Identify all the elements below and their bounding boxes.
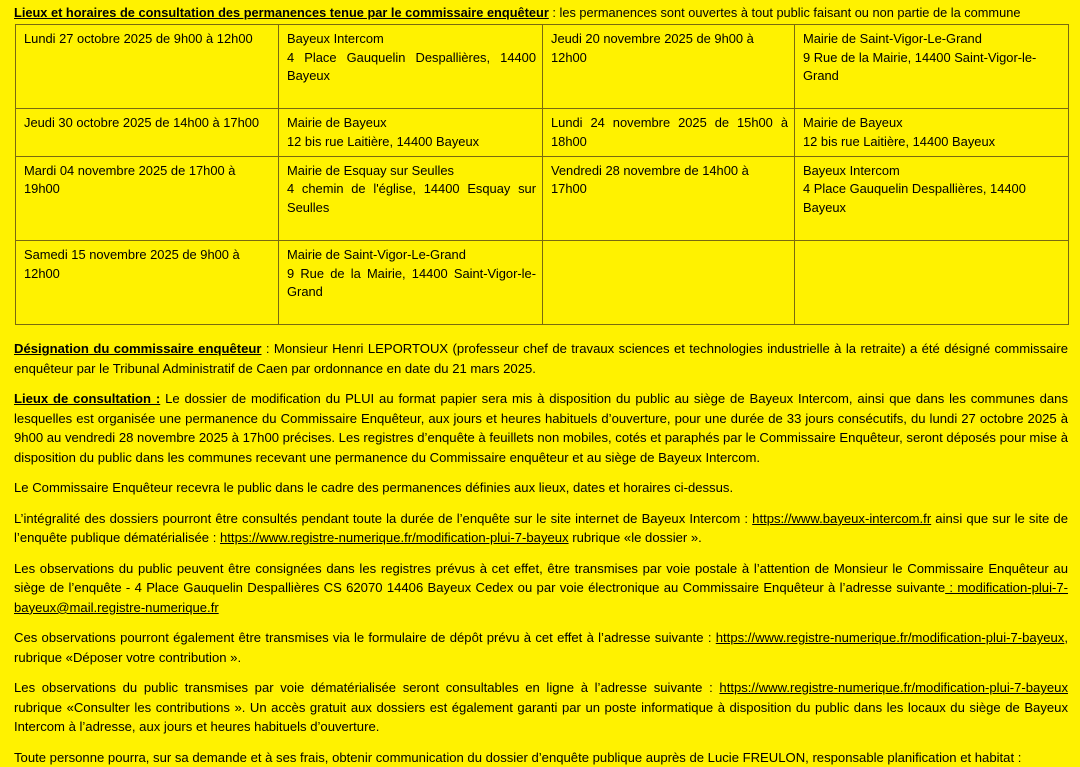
venue-address: 4 Place Gauquelin Despallières, 14400 Bayeux	[803, 181, 1026, 215]
cell-venue-right	[795, 156, 1069, 240]
consulter-contributions-link[interactable]: https://www.registre-numerique.fr/modification-plui-7-bayeux	[719, 680, 1068, 696]
designation-text: Monsieur Henri LEPORTOUX (professeur chef de travaux sciences et technologies industrielle à la retraite) a été désigné commissaire enquêteur par le Tribunal Administratif de Caen par ordonnance en date du 21 mars 2025.	[14, 341, 1068, 376]
paragraph-observations	[14, 559, 1068, 618]
cell-venue-left	[279, 25, 543, 109]
registre-numerique-link[interactable]: https://www.registre-numerique.fr/modification-plui-7-bayeux	[220, 530, 569, 546]
dematerialisee-part2: rubrique «Consulter les contributions ». Un accès gratuit aux dossiers est également garanti par un poste informatique à disposition du public dans les locaux du siège de Bayeux Intercom à l’adresse, aux jours et heures habituels d’ouverture.	[14, 699, 1068, 735]
dematerialisee-part1: Les observations du public transmises par voie dématérialisée seront consultables en ligne à l’adresse suivante :	[14, 680, 720, 696]
designation-separator: :	[261, 341, 274, 357]
venue-name: Mairie de Saint-Vigor-Le-Grand	[287, 246, 466, 262]
cell-venue-left	[279, 240, 543, 324]
venue-address: 9 Rue de la Mairie, 14400 Saint-Vigor-le-Grand	[287, 265, 536, 300]
paragraph-designation	[14, 339, 1068, 378]
cell-date-left: Lundi 27 octobre 2025 de 9h00 à 12h00	[16, 25, 279, 109]
email-link[interactable]: : modification-plui-7-bayeux@mail.registre-numerique.fr	[14, 580, 1068, 615]
cell-venue-right	[795, 25, 1069, 109]
formulaire-depot-link[interactable]: https://www.registre-numerique.fr/modification-plui-7-bayeux	[715, 630, 1065, 646]
paragraph-formulaire	[14, 628, 1068, 667]
venue-address: 12 bis rue Laitière, 14400 Bayeux	[803, 133, 996, 149]
lieux-consultation-heading: Lieux de consultation :	[14, 391, 161, 407]
designation-heading: Désignation du commissaire enquêteur	[14, 341, 262, 357]
cell-date-left: Samedi 15 novembre 2025 de 9h00 à 12h00	[16, 240, 279, 324]
intro-text: les permanences sont ouvertes à tout public faisant ou non partie de la commune	[559, 5, 1021, 20]
venue-name: Mairie de Saint-Vigor-Le-Grand	[803, 31, 982, 46]
table-row	[16, 240, 1069, 324]
cell-venue-right	[795, 109, 1069, 156]
venue-address: 4 Place Gauquelin Despallières, 14400 Bayeux	[287, 49, 536, 84]
paragraph-integralite	[14, 509, 1068, 548]
formulaire-part1: Ces observations pourront également être transmises via le formulaire de dépôt prévu à cet effet à l’adresse suivante :	[14, 630, 716, 646]
cell-date-right: Vendredi 28 novembre de 14h00 à 17h00	[543, 156, 795, 240]
cell-date-right	[543, 240, 795, 324]
integralite-part3: rubrique «le dossier ».	[568, 530, 702, 546]
table-row	[16, 156, 1069, 240]
paragraph-dematerialisee	[14, 678, 1068, 737]
venue-name: Mairie de Bayeux	[287, 115, 387, 131]
integralite-part2: ainsi que sur le site de l’enquête publique dématérialisée :	[14, 510, 1068, 546]
cell-date-right: Jeudi 20 novembre 2025 de 9h00 à 12h00	[543, 25, 795, 109]
cell-date-right: Lundi 24 novembre 2025 de 15h00 à 18h00	[543, 109, 795, 156]
table-row	[16, 25, 1069, 109]
cell-venue-left	[279, 156, 543, 240]
table-row	[16, 109, 1069, 156]
permanences-table	[15, 24, 1069, 325]
paragraph-reception: Le Commissaire Enquêteur recevra le public dans le cadre des permanences définies aux lieux, dates et horaires ci-dessus.	[14, 480, 734, 496]
venue-address: 4 chemin de l'église, 14400 Esquay sur Seulles	[287, 181, 536, 215]
lieux-consultation-text: Le dossier de modification du PLUI au format papier sera mis à disposition du public au siège de Bayeux Intercom, ainsi que dans les communes dans lesquelles est organisée une permanence du Commissaire Enquêteur, aux jours et heures habituels d’ouverture, pour une durée de 33 jours consécutifs, du lundi 27 octobre 2025 à 9h00 au vendredi 28 novembre 2025 à 17h00 précises. Les registres d’enquête à feuillets non mobiles, cotés et paraphés par le Commissaire Enquêteur, seront déposés pour mise à disposition du public dans les communes recevant une permanence du Commissaire enquêteur et au siège de Bayeux Intercom.	[14, 391, 1068, 465]
integralite-part1: L’intégralité des dossiers pourront être consultés pendant toute la durée de l’enquête sur le site internet de Bayeux Intercom :	[14, 510, 753, 526]
venue-name: Mairie de Esquay sur Seulles	[287, 162, 454, 178]
observations-text: Les observations du public peuvent être consignées dans les registres prévus à cet effet, être transmises par voie postale à l’attention de Monsieur le Commissaire Enquêteur au siège de l’enquête - 4 Place Gauquelin Despallières CS 62070 14406 Bayeux Cedex ou par voie électronique au Commissaire Enquêteur à l’adresse suivante	[14, 560, 1068, 596]
cell-date-left: Mardi 04 novembre 2025 de 17h00 à 19h00	[16, 156, 279, 240]
cell-venue-right	[795, 240, 1069, 324]
intro-separator: :	[548, 5, 560, 20]
intro-heading: Lieux et horaires de consultation des permanences tenue par le commissaire enquêteur	[14, 5, 549, 20]
intro-line	[14, 5, 1068, 20]
venue-name: Bayeux Intercom	[803, 162, 900, 178]
paragraph-lieux-consultation	[14, 389, 1068, 467]
bayeux-intercom-link[interactable]: https://www.bayeux-intercom.fr	[752, 510, 932, 526]
table-bottom-spacer	[14, 325, 1068, 339]
venue-name: Bayeux Intercom	[287, 31, 384, 46]
venue-address: 9 Rue de la Mairie, 14400 Saint-Vigor-le-Grand	[803, 49, 1037, 84]
cell-date-left: Jeudi 30 octobre 2025 de 14h00 à 17h00	[16, 109, 279, 156]
cell-venue-left	[279, 109, 543, 156]
venue-name: Mairie de Bayeux	[803, 115, 903, 131]
formulaire-part2: , rubrique «Déposer votre contribution ».	[14, 630, 1068, 665]
venue-address: 12 bis rue Laitière, 14400 Bayeux	[287, 133, 480, 149]
paragraph-communication: Toute personne pourra, sur sa demande et à ses frais, obtenir communication du dossier d’enquête publique auprès de Lucie FREULON, responsable planification et habitat :	[14, 749, 1022, 765]
